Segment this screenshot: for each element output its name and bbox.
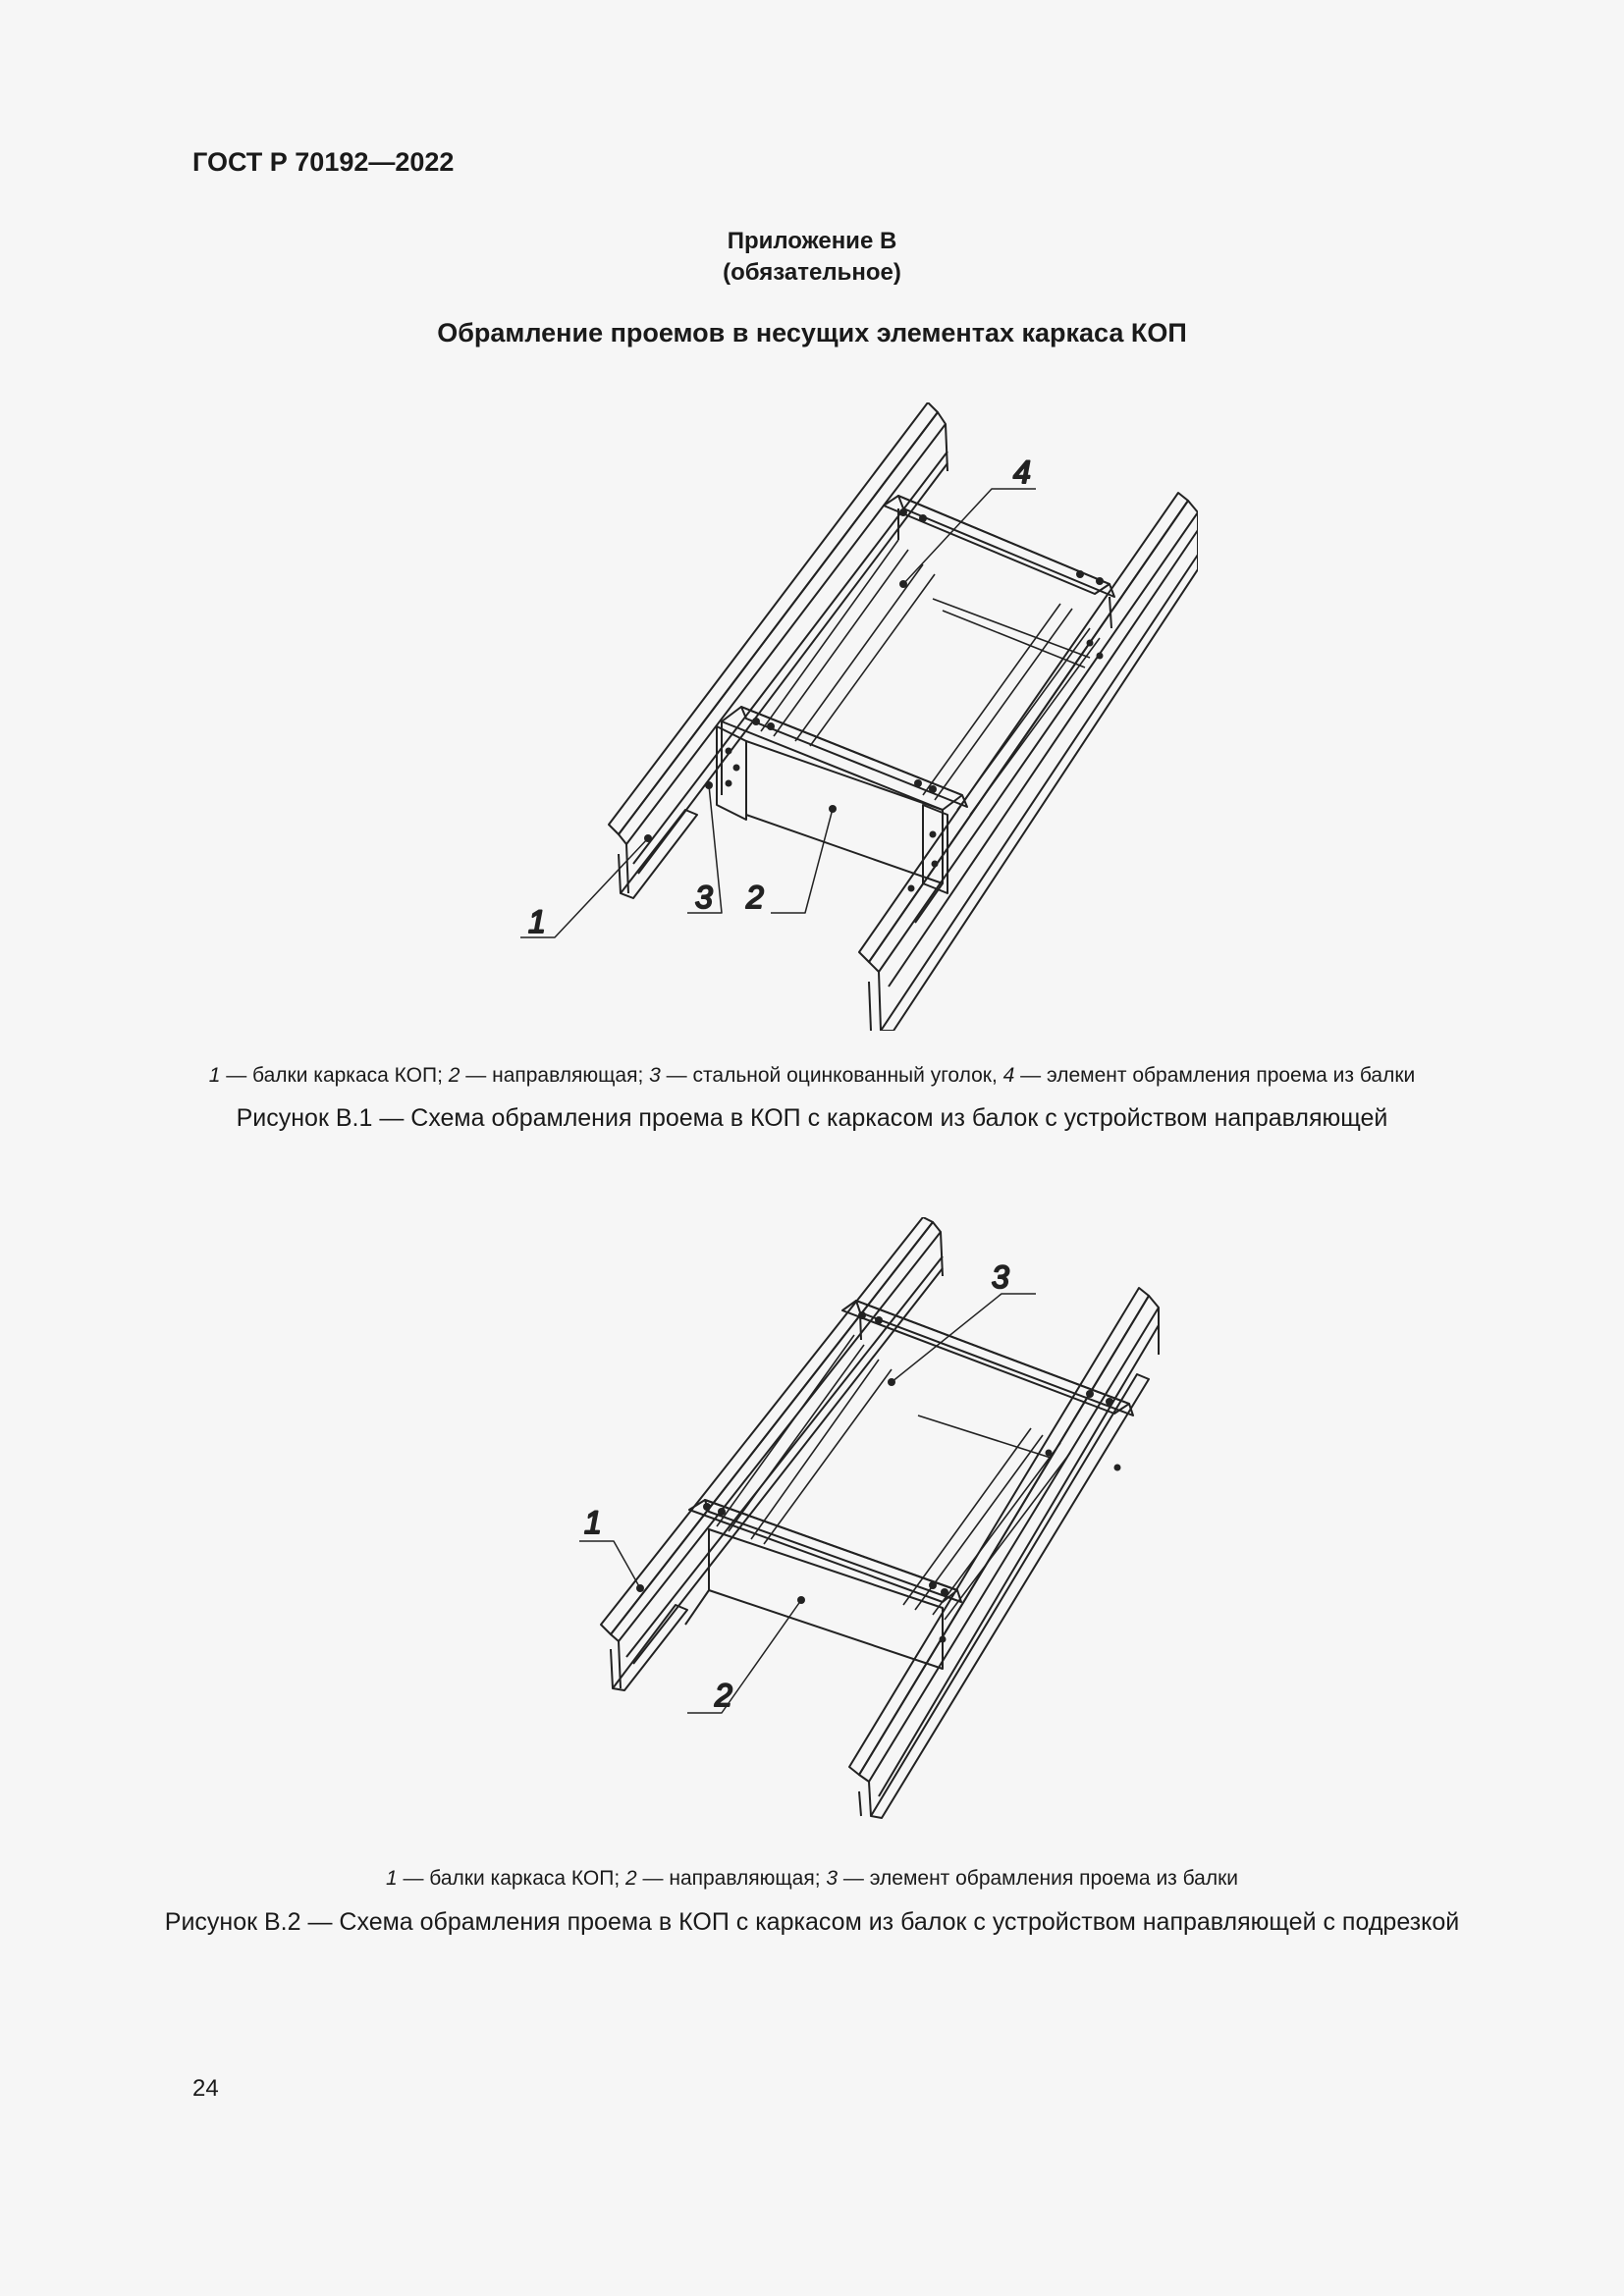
right-beam [859, 493, 1198, 1031]
appendix-subtitle: (обязательное) [723, 259, 901, 286]
figure-2-caption: Рисунок В.2 — Схема обрамления проема в КОП с каркасом из балок с устройством направляющей с подрезкой [164, 1908, 1460, 1936]
figure-1-legend [0, 1061, 1624, 1091]
figure-1-caption: Рисунок В.1 — Схема обрамления проема в КОП с каркасом из балок с устройством направляющей [236, 1104, 1388, 1132]
figure-2-callout-2: 2 [715, 1678, 732, 1713]
figure-2-drawing [579, 1217, 1168, 1826]
figure-2-callout-1: 1 [584, 1505, 602, 1540]
top-cross-member [884, 496, 1114, 628]
figure-1-callout-3: 3 [695, 880, 713, 915]
left-beam [609, 402, 947, 898]
legend-2-text: — направляющая; [460, 1064, 650, 1087]
figure-1-callout-2: 2 [746, 880, 764, 915]
legend-3-num: 3 [826, 1867, 839, 1890]
legend-2-text: — направляющая; [636, 1867, 827, 1890]
legend-1-text: — балки каркаса КОП; [220, 1064, 449, 1087]
page-number: 24 [192, 2075, 219, 2102]
appendix-heading: Обрамление проемов в несущих элементах каркаса КОП [437, 318, 1187, 347]
legend-4-text: — элемент обрамления проема из балки [1014, 1064, 1416, 1087]
top-cross-member [842, 1301, 1133, 1415]
legend-1-num: 1 [208, 1064, 221, 1087]
appendix-title: Приложение В [727, 228, 897, 254]
document-code: ГОСТ Р 70192—2022 [192, 147, 455, 177]
leader-lines [520, 489, 1036, 937]
legend-1-text: — балки каркаса КОП; [397, 1867, 625, 1890]
bottom-cross-member [685, 1500, 961, 1669]
figure-1-callout-4: 4 [1013, 454, 1031, 490]
legend-3-text: — стальной оцинкованный уголок, [660, 1064, 1003, 1087]
legend-2-num: 2 [448, 1064, 460, 1087]
figure-2-legend [0, 1864, 1624, 1894]
figure-1-callout-1: 1 [528, 904, 546, 939]
figure-1-drawing [511, 402, 1198, 1031]
legend-4-num: 4 [1002, 1064, 1015, 1087]
legend-3-num: 3 [649, 1064, 661, 1087]
left-beam [601, 1217, 943, 1690]
legend-3-text: — элемент обрамления проема из балки [838, 1867, 1239, 1890]
legend-1-num: 1 [385, 1867, 398, 1890]
figure-2-callout-3: 3 [992, 1259, 1009, 1295]
legend-2-num: 2 [624, 1867, 637, 1890]
leader-lines [579, 1294, 1036, 1713]
